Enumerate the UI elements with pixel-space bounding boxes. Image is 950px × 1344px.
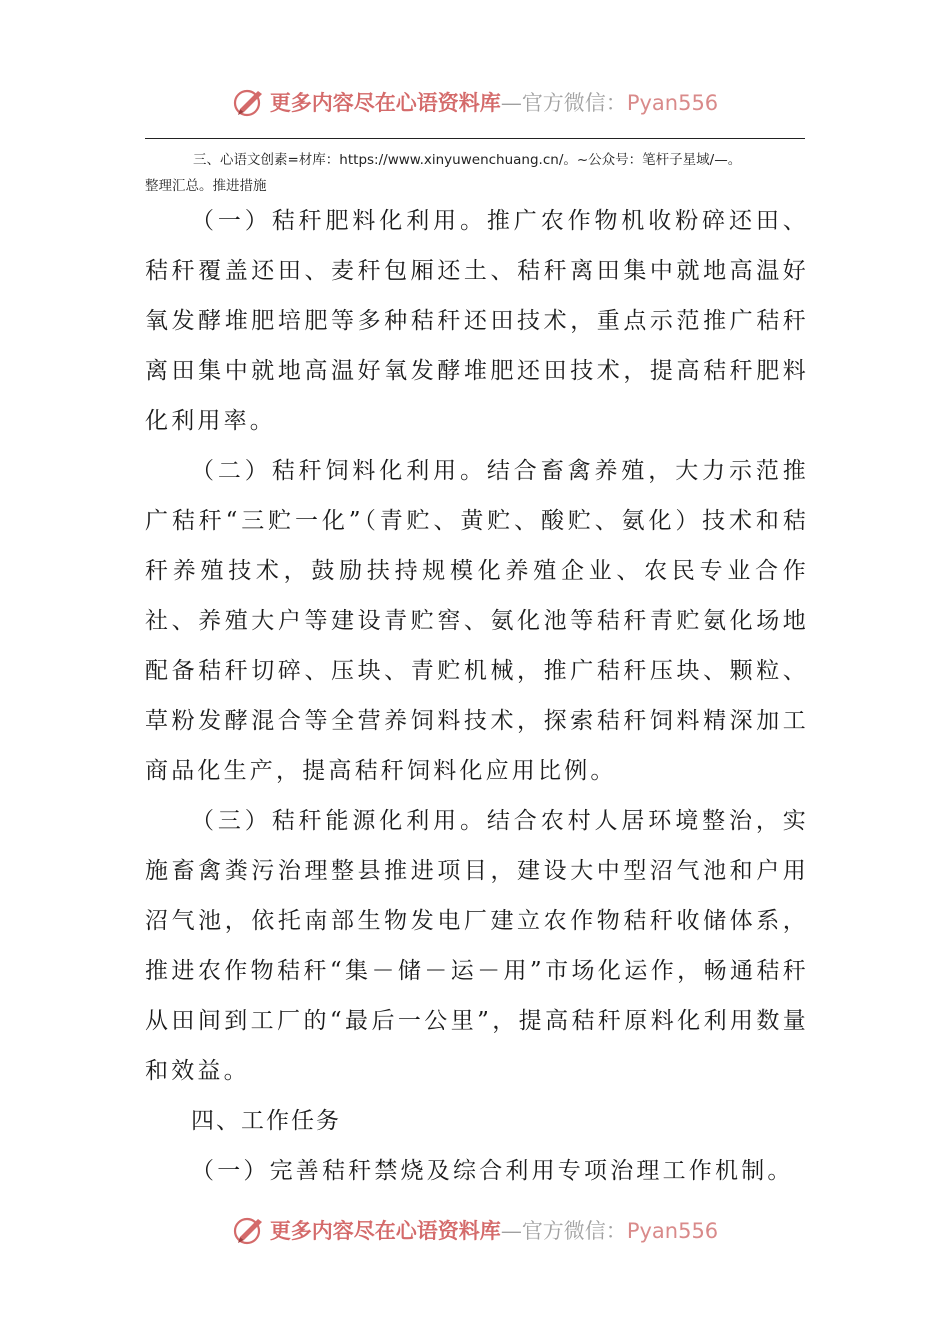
pen-logo-icon — [232, 85, 266, 119]
header-note-line-1: 三、心语文创素=材库：https://www.xinyuwenchuang.cn/。~公众号：笔杆子星域/—。 — [193, 152, 742, 168]
section-heading-tasks: 四、工作任务 — [191, 1108, 341, 1134]
pen-logo-icon — [232, 1213, 266, 1247]
paragraph-straw-fertilizer: （一）秸秆肥料化利用。推广农作物机收粉碎还田、秸秆覆盖还田、麦秆包厢还土、秸秆离田集中就地高温好氧发酵堆肥培肥等多种秸秆还田技术，重点示范推广秸秆离田集中就地高温好氧发酵堆肥还田技术，提高秸秆肥料化利用率。 — [145, 208, 809, 434]
paragraph-straw-energy: （三）秸秆能源化利用。结合农村人居环境整治，实施畜禽粪污治理整县推进项目，建设大中型沼气池和户用沼气池，依托南部生物发电厂建立农作物秸秆收储体系，推进农作物秸秆“集－储－运－用”市场化运作，畅通秸秆从田间到工厂的“最后一公里”，提高秸秆原料化利用数量和效益。 — [145, 808, 809, 1084]
watermark-banner-top — [0, 82, 950, 122]
paragraph-task-1: （一）完善秸秆禁烧及综合利用专项治理工作机制。 — [191, 1158, 794, 1184]
watermark-text: 更多内容尽在心语资料库—官方微信：Pyan556 — [269, 1218, 719, 1243]
document-body — [145, 196, 809, 1196]
paragraph-straw-feed: （二）秸秆饲料化利用。结合畜禽养殖，大力示范推广秸秆“三贮一化”（青贮、黄贮、酸贮、氨化）技术和秸秆养殖技术，鼓励扶持规模化养殖企业、农民专业合作社、养殖大户等建设青贮窖、氨化池等秸秆青贮氨化场地配备秸秆切碎、压块、青贮机械，推广秸秆压块、颗粒、草粉发酵混合等全营养饲料技术，探索秸秆饲料精深加工商品化生产，提高秸秆饲料化应用比例。 — [145, 458, 809, 784]
header-note — [145, 147, 815, 199]
header-rule — [145, 138, 805, 139]
watermark-text: 更多内容尽在心语资料库—官方微信：Pyan556 — [269, 90, 719, 115]
header-note-line-2: 整理汇总。推进措施 — [145, 178, 267, 194]
watermark-banner-bottom — [0, 1210, 950, 1250]
